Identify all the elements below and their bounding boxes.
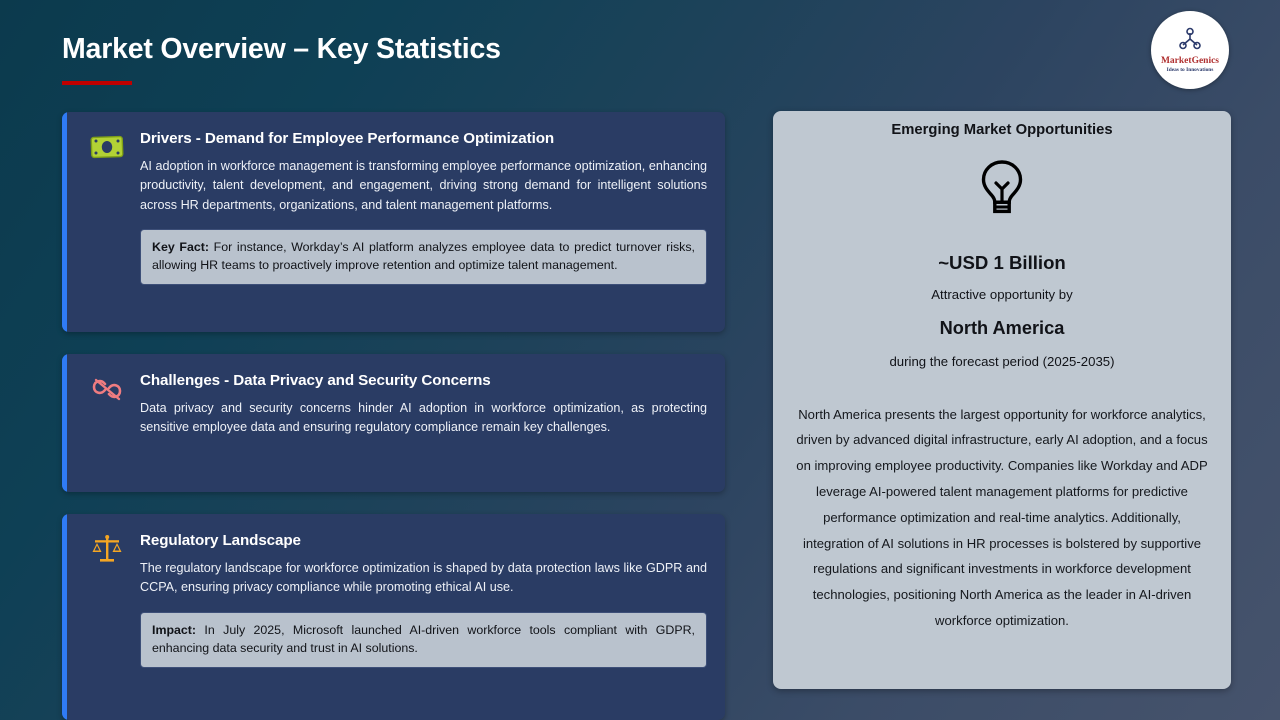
opportunity-region: North America	[939, 317, 1065, 338]
card-title: Challenges - Data Privacy and Security Concerns	[140, 372, 491, 389]
banknote-icon	[88, 130, 126, 164]
balance-scales-icon	[88, 532, 126, 566]
brand-logo	[1151, 11, 1229, 89]
card-title: Regulatory Landscape	[140, 532, 301, 549]
card-note-text: In July 2025, Microsoft launched AI-driven workforce tools compliant with GDPR, enhancing data security and trust in AI solutions.	[152, 622, 695, 656]
network-nodes-icon	[1177, 27, 1203, 56]
panel-paragraph: North America presents the largest opportunity for workforce analytics, driven by advanced digital infrastructure, early AI adoption, and a focus on improving employee productivity. Companies like Workday and ADP leverage AI-powered talent management platforms for predictive performance optimization and real-time analytics. Additionally, integration of AI solutions in HR processes is bolstered by supportive regulations and significant investments in workforce development technologies, positioning North America as the leader in AI-driven workforce optimization.	[796, 406, 1208, 628]
page-title: Market Overview – Key Statistics	[62, 33, 501, 65]
logo-name: MarketGenics	[1160, 55, 1220, 66]
forecast-period: during the forecast period (2025-2035)	[889, 353, 1115, 369]
card-title: Drivers - Demand for Employee Performance Optimization	[140, 130, 555, 147]
card-note-label: Impact:	[152, 622, 197, 637]
card-key-fact-note	[140, 229, 707, 285]
card-impact-note	[140, 612, 707, 668]
logo-tagline: Ideas to Innovations	[1166, 66, 1214, 73]
card-accent-bar	[62, 354, 67, 492]
card-body-text: AI adoption in workforce management is transforming employee performance optimization, enhancing productivity, talent development, and engagement, driving strong demand for intelligent solutions across HR departments, organizations, and talent management platforms.	[140, 159, 707, 212]
card-body-text: Data privacy and security concerns hinder AI adoption in workforce optimization, as protecting sensitive employee data and ensuring regulatory compliance remain key challenges.	[140, 401, 707, 435]
slide-header	[62, 34, 962, 85]
card-note-label: Key Fact:	[152, 239, 210, 254]
card-drivers	[62, 112, 725, 332]
card-body-text: The regulatory landscape for workforce optimization is shaped by data protection laws like GDPR and CCPA, ensuring privacy compliance while promoting ethical AI use.	[140, 561, 707, 595]
insight-cards-column	[62, 112, 725, 720]
panel-title: Emerging Market Opportunities	[891, 122, 1113, 138]
card-regulatory	[62, 514, 725, 720]
card-challenges	[62, 354, 725, 492]
opportunity-value: ~USD 1 Billion	[938, 251, 1066, 273]
opportunity-subtitle: Attractive opportunity by	[931, 287, 1073, 303]
card-accent-bar	[62, 514, 67, 720]
card-note-text: For instance, Workday’s AI platform analyzes employee data to predict turnover risks, allowing HR teams to proactively improve retention and optimize talent management.	[152, 239, 695, 273]
broken-link-icon	[88, 372, 126, 406]
title-underline-rule	[62, 81, 132, 85]
card-accent-bar	[62, 112, 67, 332]
emerging-market-opportunities-panel	[773, 111, 1231, 689]
lightbulb-icon	[773, 158, 1231, 216]
